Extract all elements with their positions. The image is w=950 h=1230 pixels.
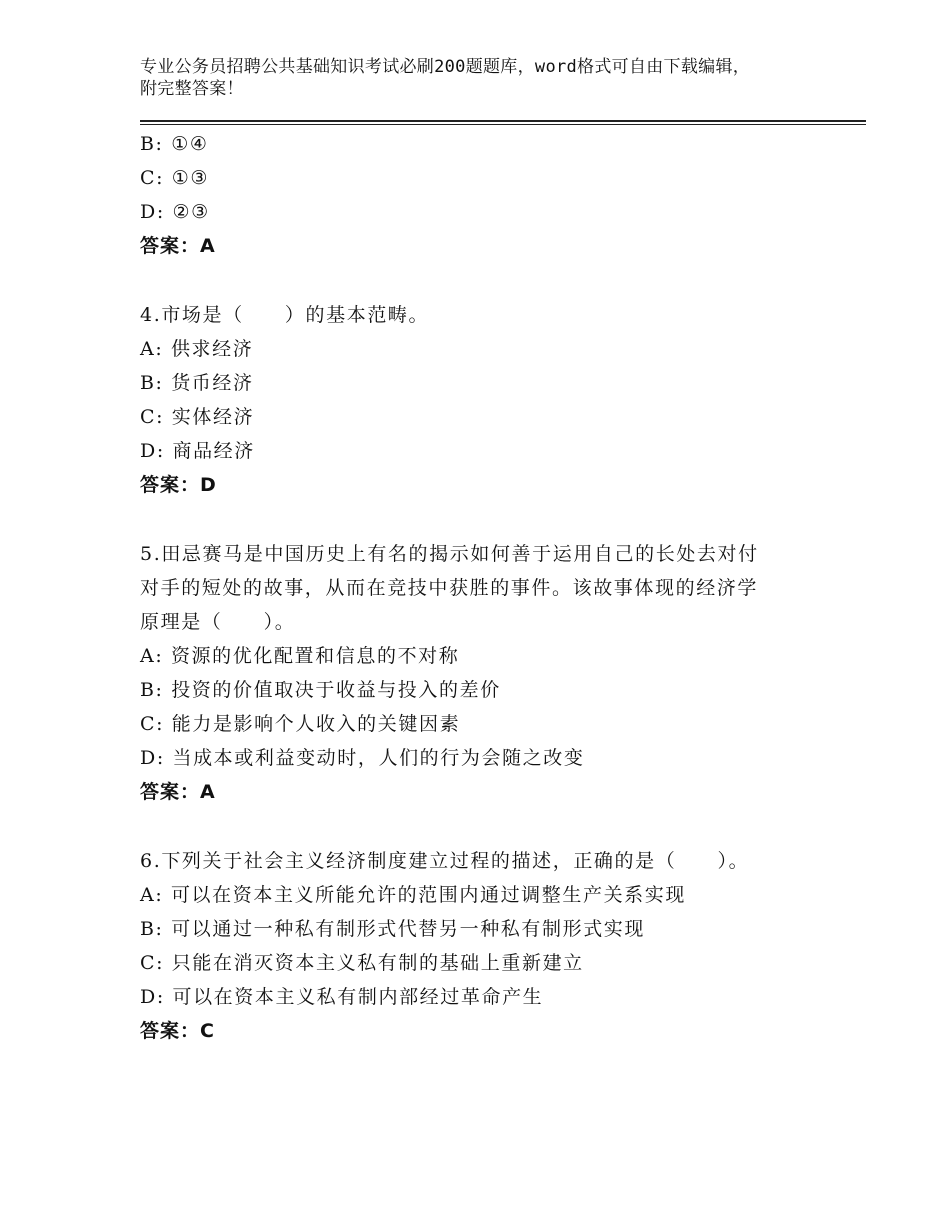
q5-question-line-1: 5.田忌赛马是中国历史上有名的揭示如何善于运用自己的长处去对付 (140, 543, 759, 565)
q6-option-a: A: 可以在资本主义所能允许的范围内通过调整生产关系实现 (140, 884, 686, 906)
q3-option-b: B: ①④ (140, 133, 209, 155)
q5-option-a: A: 资源的优化配置和信息的不对称 (140, 645, 460, 667)
header-divider-thin (140, 124, 866, 125)
q5-question-line-2: 对手的短处的故事，从而在竞技中获胜的事件。该故事体现的经济学 (140, 577, 759, 599)
q3-option-c: C: ①③ (140, 167, 210, 189)
page-header (140, 56, 820, 100)
q4-answer: 答案：D (140, 474, 217, 496)
q4-option-a: A: 供求经济 (140, 338, 254, 360)
q4-option-d: D: 商品经济 (140, 440, 255, 462)
q5-option-c: C: 能力是影响个人收入的关键因素 (140, 713, 461, 735)
header-line-1: 专业公务员招聘公共基础知识考试必刷200题题库，word格式可自由下载编辑， (140, 57, 751, 77)
question-3 (140, 127, 820, 263)
spacer (140, 502, 820, 537)
spacer (140, 809, 820, 844)
q5-answer: 答案：A (140, 781, 216, 803)
document-body (140, 127, 820, 1048)
q4-option-b: B: 货币经济 (140, 372, 254, 394)
question-5 (140, 537, 820, 809)
q5-option-d: D: 当成本或利益变动时，人们的行为会随之改变 (140, 747, 585, 769)
q4-option-c: C: 实体经济 (140, 406, 255, 428)
q6-question: 6.下列关于社会主义经济制度建立过程的描述，正确的是（ ）。 (140, 850, 750, 872)
q5-question-line-3: 原理是（ ）。 (140, 611, 296, 633)
q5-option-b: B: 投资的价值取决于收益与投入的差价 (140, 679, 501, 701)
q3-option-d: D: ②③ (140, 201, 210, 223)
header-line-2: 附完整答案！ (140, 79, 244, 99)
q6-option-d: D: 可以在资本主义私有制内部经过革命产生 (140, 986, 544, 1008)
q4-question: 4.市场是（ ）的基本范畴。 (140, 304, 430, 326)
q3-answer: 答案：A (140, 235, 216, 257)
spacer (140, 263, 820, 298)
header-divider (140, 120, 866, 122)
question-4 (140, 298, 820, 502)
q6-option-b: B: 可以通过一种私有制形式代替另一种私有制形式实现 (140, 918, 646, 940)
question-6 (140, 844, 820, 1048)
q6-answer: 答案：C (140, 1020, 215, 1042)
q6-option-c: C: 只能在消灭资本主义私有制的基础上重新建立 (140, 952, 584, 974)
